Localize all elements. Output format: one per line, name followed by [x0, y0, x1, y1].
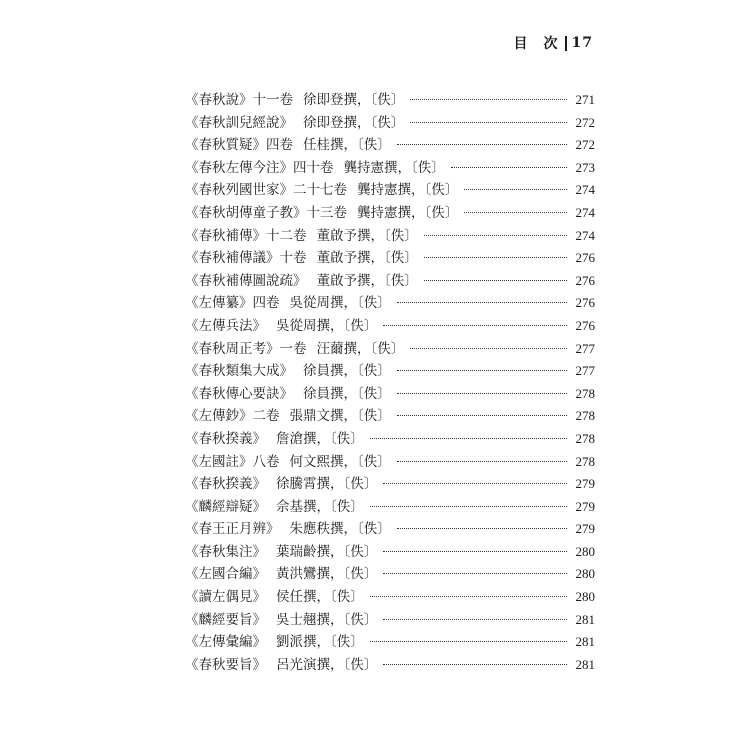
entry-title: 《春王正月辨》	[185, 521, 280, 538]
toc-entry	[185, 178, 595, 201]
entry-page-number: 272	[575, 114, 595, 130]
entry-author: 徐即登撰，〔佚〕	[303, 114, 405, 131]
entry-title: 《春秋揆義》	[185, 430, 266, 447]
entry-author: 龔持憲撰，〔佚〕	[343, 159, 445, 176]
entry-author: 佘基撰，〔佚〕	[276, 498, 364, 515]
entry-title: 《春秋傳心要訣》	[185, 385, 293, 402]
toc-entry	[185, 382, 595, 405]
table-of-contents	[185, 88, 595, 675]
toc-entry	[185, 562, 595, 585]
entry-author: 張鼎文撰，〔佚〕	[289, 408, 391, 425]
entry-page-number: 280	[575, 589, 595, 605]
toc-entry	[185, 608, 595, 631]
toc-entry	[185, 111, 595, 134]
toc-entry	[185, 224, 595, 247]
entry-page-number: 278	[575, 385, 595, 401]
entry-page-number: 276	[575, 250, 595, 266]
entry-page-number: 278	[575, 453, 595, 469]
toc-entry	[185, 133, 595, 156]
toc-entry	[185, 517, 595, 540]
dot-leader	[424, 280, 567, 281]
dot-leader	[397, 415, 567, 416]
entry-page-number: 272	[575, 137, 595, 153]
entry-author: 龔持憲撰，〔佚〕	[357, 204, 459, 221]
entry-author: 吳從周撰，〔佚〕	[276, 317, 378, 334]
entry-title: 《春秋胡傳童子教》十三卷	[185, 204, 347, 221]
entry-page-number: 279	[575, 476, 595, 492]
toc-entry	[185, 314, 595, 337]
entry-title: 《左傳鈔》二卷	[185, 408, 280, 425]
entry-title: 《春秋類集大成》	[185, 363, 293, 380]
entry-page-number: 276	[575, 295, 595, 311]
dot-leader	[383, 551, 567, 552]
entry-author: 吳士翹撰，〔佚〕	[276, 611, 378, 628]
entry-title: 《左國合編》	[185, 566, 266, 583]
dot-leader	[410, 348, 567, 349]
entry-author: 董啟予撰，〔佚〕	[316, 227, 418, 244]
dot-leader	[397, 393, 567, 394]
entry-page-number: 280	[575, 543, 595, 559]
entry-title: 《春秋周正考》一卷	[185, 340, 307, 357]
entry-author: 劉派撰，〔佚〕	[276, 634, 364, 651]
dot-leader	[370, 641, 567, 642]
toc-entry	[185, 359, 595, 382]
toc-entry	[185, 540, 595, 563]
toc-entry	[185, 337, 595, 360]
entry-title: 《春秋左傳今注》四十卷	[185, 159, 334, 176]
entry-title: 《麟經要旨》	[185, 611, 266, 628]
entry-page-number: 274	[575, 204, 595, 220]
toc-entry	[185, 88, 595, 111]
dot-leader	[397, 302, 567, 303]
toc-entry	[185, 246, 595, 269]
dot-leader	[464, 189, 567, 190]
dot-leader	[383, 664, 567, 665]
entry-page-number: 271	[575, 92, 595, 107]
dot-leader	[464, 212, 567, 213]
dot-leader	[370, 596, 567, 597]
entry-page-number: 281	[575, 634, 595, 650]
running-header	[514, 33, 593, 53]
entry-page-number: 277	[575, 363, 595, 379]
toc-entry	[185, 269, 595, 292]
toc-entry	[185, 427, 595, 450]
toc-entry	[185, 156, 595, 179]
toc-entry	[185, 653, 595, 676]
entry-author: 呂光演撰，〔佚〕	[276, 656, 378, 673]
dot-leader	[383, 619, 567, 620]
dot-leader	[410, 122, 567, 123]
dot-leader	[370, 438, 567, 439]
entry-author: 徐員撰，〔佚〕	[303, 385, 391, 402]
entry-title: 《春秋補傳》十二卷	[185, 227, 307, 244]
entry-page-number: 276	[575, 317, 595, 333]
toc-entry	[185, 404, 595, 427]
entry-page-number: 274	[575, 182, 595, 198]
entry-page-number: 281	[575, 611, 595, 627]
dot-leader	[397, 370, 567, 371]
dot-leader	[397, 144, 567, 145]
entry-title: 《春秋補傳議》十卷	[185, 250, 307, 267]
entry-title: 《左傳彙編》	[185, 634, 266, 651]
entry-author: 何文熙撰，〔佚〕	[289, 453, 391, 470]
entry-author: 龔持憲撰，〔佚〕	[357, 182, 459, 199]
header-divider	[565, 36, 567, 51]
entry-author: 葉瑞齡撰，〔佚〕	[276, 543, 378, 560]
entry-author: 任桂撰，〔佚〕	[303, 137, 391, 154]
entry-author: 汪薾撰，〔佚〕	[316, 340, 405, 357]
entry-author: 董啟予撰，〔佚〕	[316, 250, 418, 267]
dot-leader	[383, 325, 567, 326]
dot-leader	[370, 506, 567, 507]
toc-entry	[185, 472, 595, 495]
dot-leader	[397, 461, 567, 462]
entry-author: 董啟予撰，〔佚〕	[316, 272, 418, 289]
entry-page-number: 274	[575, 227, 595, 243]
toc-entry	[185, 630, 595, 653]
entry-title: 《左傳兵法》	[185, 317, 266, 334]
entry-page-number: 278	[575, 408, 595, 424]
dot-leader	[397, 528, 567, 529]
entry-title: 《春秋要旨》	[185, 656, 266, 673]
entry-title: 《春秋列國世家》二十七卷	[185, 182, 347, 199]
entry-page-number: 278	[575, 430, 595, 446]
entry-page-number: 276	[575, 272, 595, 288]
entry-page-number: 281	[575, 656, 595, 672]
entry-author: 徐騰霄撰，〔佚〕	[276, 476, 378, 493]
entry-title: 《麟經辯疑》	[185, 498, 266, 515]
dot-leader	[410, 99, 567, 100]
entry-page-number: 279	[575, 521, 595, 537]
entry-title: 《左國註》八卷	[185, 453, 280, 470]
entry-title: 《春秋質疑》四卷	[185, 137, 293, 154]
entry-page-number: 280	[575, 566, 595, 582]
toc-entry	[185, 495, 595, 518]
entry-page-number: 273	[575, 159, 595, 175]
entry-title: 《讀左偶見》	[185, 589, 266, 606]
toc-entry	[185, 291, 595, 314]
page-number: 17	[571, 35, 593, 51]
entry-title: 《春秋集注》	[185, 543, 266, 560]
entry-title: 《左傳纂》四卷	[185, 295, 280, 312]
toc-entry	[185, 450, 595, 473]
dot-leader	[383, 573, 567, 574]
entry-author: 侯任撰，〔佚〕	[276, 589, 364, 606]
entry-author: 朱應秩撰，〔佚〕	[289, 521, 391, 538]
entry-title: 《春秋訓兒經說》	[185, 114, 293, 131]
toc-entry	[185, 585, 595, 608]
entry-author: 徐員撰，〔佚〕	[303, 363, 391, 380]
section-title: 目 次	[513, 36, 559, 52]
entry-author: 詹滄撰，〔佚〕	[276, 430, 364, 447]
dot-leader	[451, 167, 567, 168]
entry-page-number: 279	[575, 498, 595, 514]
entry-author: 黃洪鸞撰，〔佚〕	[276, 566, 378, 583]
entry-author: 徐即登撰，〔佚〕	[303, 92, 405, 108]
entry-author: 吳從周撰，〔佚〕	[289, 295, 391, 312]
dot-leader	[383, 483, 567, 484]
entry-title: 《春秋說》十一卷	[185, 92, 293, 108]
entry-page-number: 277	[575, 340, 595, 356]
entry-title: 《春秋補傳圖說疏》	[185, 272, 307, 289]
toc-entry	[185, 201, 595, 224]
entry-title: 《春秋揆義》	[185, 476, 266, 493]
dot-leader	[424, 257, 567, 258]
dot-leader	[424, 235, 567, 236]
